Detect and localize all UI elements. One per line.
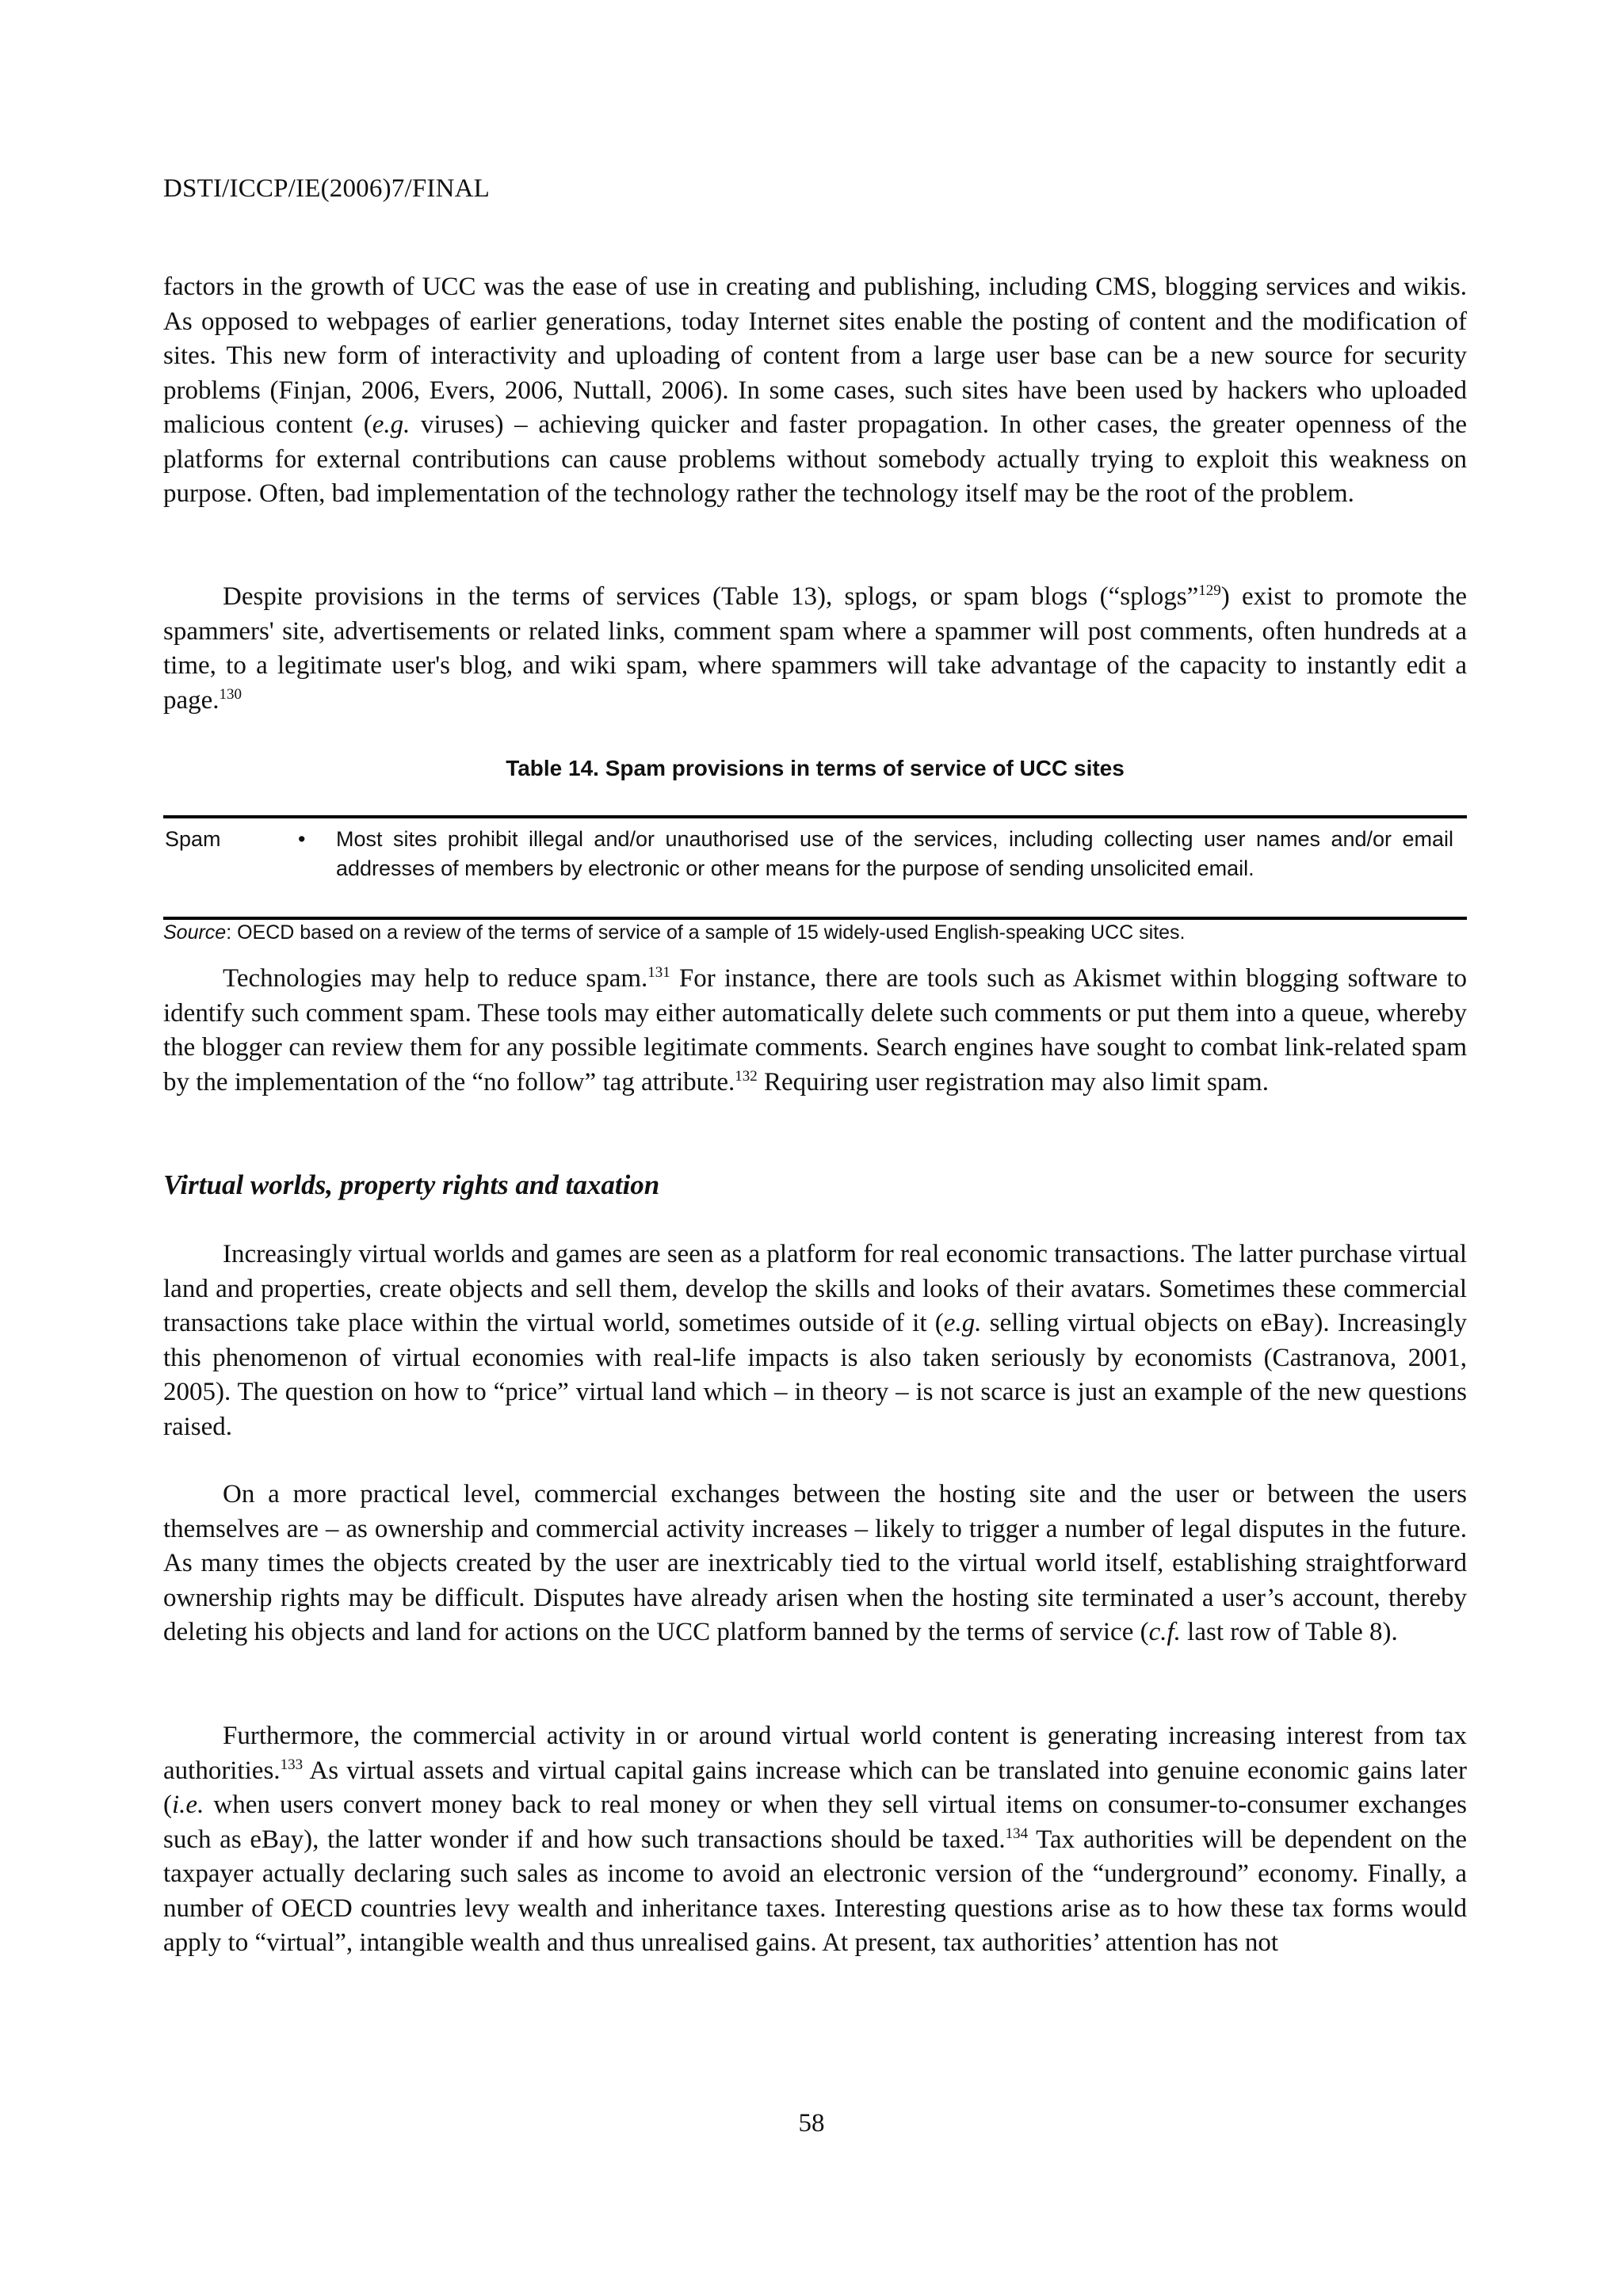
document-id-header: DSTI/ICCP/IE(2006)7/FINAL	[163, 174, 490, 203]
source-label: Source	[163, 921, 227, 944]
paragraph-1-text-end: viruses) – achieving quicker and faster propagation. In other cases, the greater openness of the platforms for external contributions can cause problems without somebody actually trying to exploit this weakness on purpose. Often, bad implementation of the technology rather the technology itself may be the root of the problem.	[163, 410, 1467, 508]
paragraph-4-text-a: Increasingly virtual worlds and games are seen as a platform for real economic transactions. The latter purchase virtual land and properties, create objects and sell them, develop the skills and looks of their avatars. Sometimes these commercial transactions take place within the virtual world, sometimes outside of it (	[163, 1240, 1467, 1337]
paragraph-4-text-b: selling virtual objects on eBay). Increasingly this phenomenon of virtual economies with real-life impacts is also taken seriously by economists (Castranova, 2001, 2005). The question on how to “price” virtual land which – in theory – is not scarce is just an example of the new questions raised.	[163, 1309, 1467, 1441]
table-title: Table 14. Spam provisions in terms of service of UCC sites	[506, 756, 1125, 780]
paragraph-3-text-c: Requiring user registration may also limit spam.	[757, 1067, 1269, 1097]
paragraph-2-text-b: ) exist to promote the spammers' site, advertisements or related links, comment spam where a spammer will post comments, often hundreds at a time, to a legitimate user's blog, and wiki spam, where spammers will take advantage of the capacity to instantly edit a page.	[163, 582, 1467, 715]
paragraph-1-eg: e.g.	[372, 410, 411, 439]
table-row-label: Spam	[165, 827, 221, 851]
footnote-ref-133: 133	[280, 1756, 304, 1773]
table-row-text: Most sites prohibit illegal and/or unauthorised use of the services, including collecting user names and/or email addresses of members by electronic or other means for the purpose of sending unsolicited email.	[336, 827, 1453, 880]
paragraph-4	[163, 1238, 1467, 1444]
paragraph-3-text-b: For instance, there are tools such as Akismet within blogging software to identify such comment spam. These tools may either automatically delete such comments or put them into a queue, whereby the blogger can review them for any possible legitimate comments. Search engines have sought to combat link-related spam by the implementation of the “no follow” tag attribute.	[163, 964, 1467, 1097]
paragraph-3-text-a: Technologies may help to reduce spam.	[223, 964, 648, 993]
page-number: 58	[798, 2109, 825, 2138]
footnote-ref-134: 134	[1005, 1825, 1029, 1842]
paragraph-5	[163, 1478, 1467, 1650]
paragraph-4-eg: e.g.	[943, 1309, 982, 1337]
footnote-ref-130: 130	[219, 685, 242, 703]
paragraph-1-text: factors in the growth of UCC was the ease of use in creating and publishing, including CMS, blogging services and wikis. As opposed to webpages of earlier generations, today Internet sites enable the posting of content and the modification of sites. This new form of interactivity and uploading of content from a large user base can be a new source for security problems (Finjan, 2006, Evers, 2006, Nuttall, 2006). In some cases, such sites have been used by hackers who uploaded malicious content (	[163, 273, 1467, 439]
paragraph-6	[163, 1719, 1467, 1961]
footnote-ref-132: 132	[735, 1067, 758, 1085]
section-heading: Virtual worlds, property rights and taxation	[163, 1169, 660, 1200]
paragraph-6-text-c: when users convert money back to real money or when they sell virtual items on consumer-to-consumer exchanges such as eBay), the latter wonder if and how such transactions should be taxed.	[163, 1791, 1467, 1854]
paragraph-6-ie: i.e.	[172, 1791, 204, 1819]
source-text: : OECD based on a review of the terms of service of a sample of 15 widely-used English-speaking UCC sites.	[226, 921, 1186, 944]
paragraph-2-text-a: Despite provisions in the terms of services (Table 13), splogs, or spam blogs (“splogs”	[223, 582, 1199, 611]
table-source-note	[163, 921, 1467, 944]
footnote-ref-131: 131	[647, 964, 670, 981]
paragraph-6-text-b: As virtual assets and virtual capital gains increase which can be translated into genuine economic gains later (	[163, 1756, 1467, 1819]
paragraph-5-text-b: last row of Table 8).	[1180, 1618, 1398, 1646]
paragraph-1	[163, 270, 1467, 512]
paragraph-2	[163, 580, 1467, 718]
paragraph-3	[163, 962, 1467, 1100]
bullet-icon: •	[298, 827, 306, 851]
footnote-ref-129: 129	[1198, 582, 1221, 599]
paragraph-6-text-d: Tax authorities will be dependent on the taxpayer actually declaring such sales as income to avoid an electronic version of the “underground” economy. Finally, a number of OECD countries levy wealth and inheritance taxes. Interesting questions arise as to how these tax forms would apply to “virtual”, intangible wealth and thus unrealised gains. At present, tax authorities’ attention has not	[163, 1825, 1467, 1957]
spam-provisions-table	[163, 815, 1467, 920]
paragraph-5-text-a: On a more practical level, commercial exchanges between the hosting site and the user or between the users themselves are – as ownership and commercial activity increases – likely to trigger a number of legal disputes in the future. As many times the objects created by the user are inextricably tied to the virtual world itself, establishing straightforward ownership rights may be difficult. Disputes have already arisen when the hosting site terminated a user’s account, thereby deleting his objects and land for actions on the UCC platform banned by the terms of service (	[163, 1480, 1467, 1646]
paragraph-5-cf: c.f.	[1148, 1618, 1181, 1646]
paragraph-6-text-a: Furthermore, the commercial activity in or around virtual world content is generating increasing interest from tax authorities.	[163, 1722, 1467, 1785]
